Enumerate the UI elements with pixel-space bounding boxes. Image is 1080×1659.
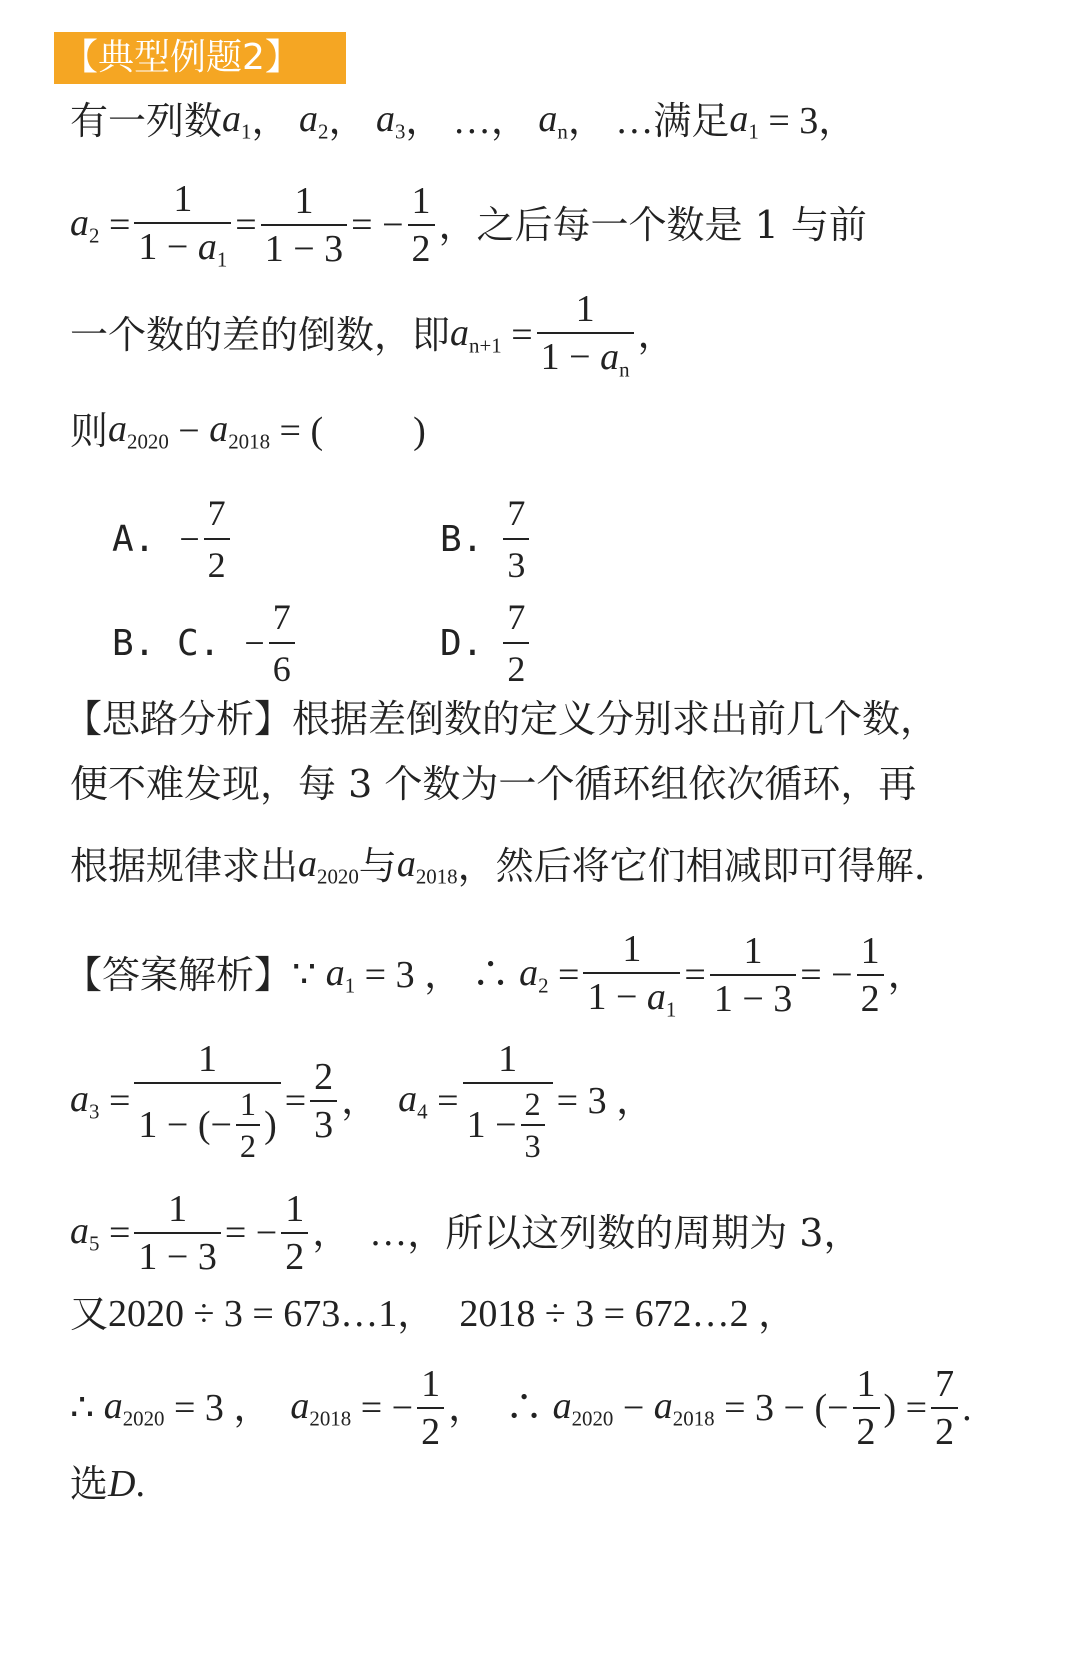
- division-2018: 2018 ÷ 3 = 672…2 ，: [459, 1293, 797, 1335]
- analysis-line-3: 根据规律求出 $a_{2020}$ 与 $a_{2018}$ ，然后将它们相减即可得解.: [70, 843, 926, 889]
- problem-line-1: 有一列数 $a_1$ ， $a_2$ ， $a_3$ ， …， $a_n$ ， … 满足 $a_1$ = 3，: [70, 98, 857, 144]
- fraction: $\frac{1}{1 - a_n}$: [537, 290, 634, 380]
- term-a1: $a_1$: [222, 98, 252, 144]
- fraction: $\frac{1}{1 - 3}$: [261, 182, 347, 268]
- analysis-text-3: 根据规律求出: [70, 844, 299, 889]
- option-d-label: D.: [440, 622, 484, 664]
- solution-also: 又: [70, 1292, 109, 1336]
- answer-letter: D: [108, 1463, 136, 1505]
- analysis-line-1: [64, 697, 939, 741]
- option-a: A. − $\frac{7}{2}$: [112, 492, 234, 586]
- solution-line-1: 【答案解析】 ∵ $a_1$ = 3 ， ∴ $a_2$ = $\frac{1}{1 - a_1}$ = $\frac{1}{1 - 3}$ = − $\frac{1}{2}$ ，: [64, 928, 926, 1022]
- answer-prefix: 选: [70, 1462, 109, 1506]
- analysis-text-2: 便不难发现，每 3 个数为一个循环组依次循环，再: [70, 762, 917, 806]
- solution-line-5: ∴ $a_{2020}$ = 3 ， $a_{2018}$ = − $\frac{1}{2}$ ， ∴ $a_{2020}$ − $a_{2018}$ = 3 − (− $\frac{1}{2}$ ) = $\frac{7}{2}$ .: [70, 1363, 972, 1453]
- problem-line-2: $a_2$ = $\frac{1}{1 - a_1}$ = $\frac{1}{1 - 3}$ = − $\frac{1}{2}$ ，之后每一个数是 1 与前: [70, 178, 867, 272]
- solution-heading: 【答案解析】: [64, 953, 293, 998]
- option-c-label: B. C.: [112, 622, 221, 664]
- term-a3: $a_3$: [375, 98, 406, 144]
- problem-satisfy: 满足: [653, 99, 730, 144]
- option-d: D. $\frac{7}{2}$: [440, 596, 533, 690]
- solution-period-text: ，所以这列数的周期为 3，: [407, 1211, 862, 1255]
- solution-line-2: $a_3$ = 1 1 − (− $\frac{1}{2}$ ) = $\frac{2}{3}$ ， $a_4$ = 1 1 − $\frac{2}{3}$ = 3 ，: [70, 1038, 655, 1165]
- analysis-line-2: [70, 762, 917, 806]
- problem-rule-text-2: 一个数的差的倒数，即: [70, 313, 451, 358]
- fraction: $\frac{1}{1 - a_1}$: [134, 180, 231, 270]
- solution-line-3: $a_5$ = $\frac{1}{1 - 3}$ = − $\frac{1}{2}$ ， … ，所以这列数的周期为 3，: [70, 1188, 862, 1278]
- problem-intro: 有一列数: [70, 99, 223, 144]
- term-an: $a_n$: [538, 98, 568, 144]
- problem-rule-text: ，之后每一个数是 1 与前: [438, 203, 867, 248]
- problem-question: 则 $a_{2020}$ − $a_{2018}$ = ( ): [70, 408, 426, 454]
- problem-line-3: 一个数的差的倒数，即 $a_{n+1}$ = $\frac{1}{1 - a_n}$ ，: [70, 288, 676, 382]
- option-b-label: B.: [440, 518, 484, 560]
- solution-answer: [70, 1462, 145, 1506]
- division-2020: 2020 ÷ 3 = 673…1，: [108, 1293, 436, 1335]
- term-a2: $a_2$: [298, 98, 329, 144]
- analysis-heading: 【思路分析】: [64, 697, 293, 741]
- answer-period: .: [135, 1463, 145, 1505]
- analysis-and: 与: [358, 844, 397, 889]
- fraction: $\frac{1}{2}$: [408, 182, 435, 268]
- analysis-text-4: ，然后将它们相减即可得解.: [457, 844, 926, 889]
- analysis-text-1: 根据差倒数的定义分别求出前几个数，: [292, 697, 939, 741]
- example-tag: 【典型例题2】: [54, 32, 346, 84]
- option-b: B. $\frac{7}{3}$: [440, 492, 533, 586]
- option-a-label: A.: [112, 518, 156, 560]
- solution-line-4: [70, 1292, 797, 1336]
- option-c: B. C. − $\frac{7}{6}$: [112, 596, 299, 690]
- question-prefix: 则: [70, 409, 109, 454]
